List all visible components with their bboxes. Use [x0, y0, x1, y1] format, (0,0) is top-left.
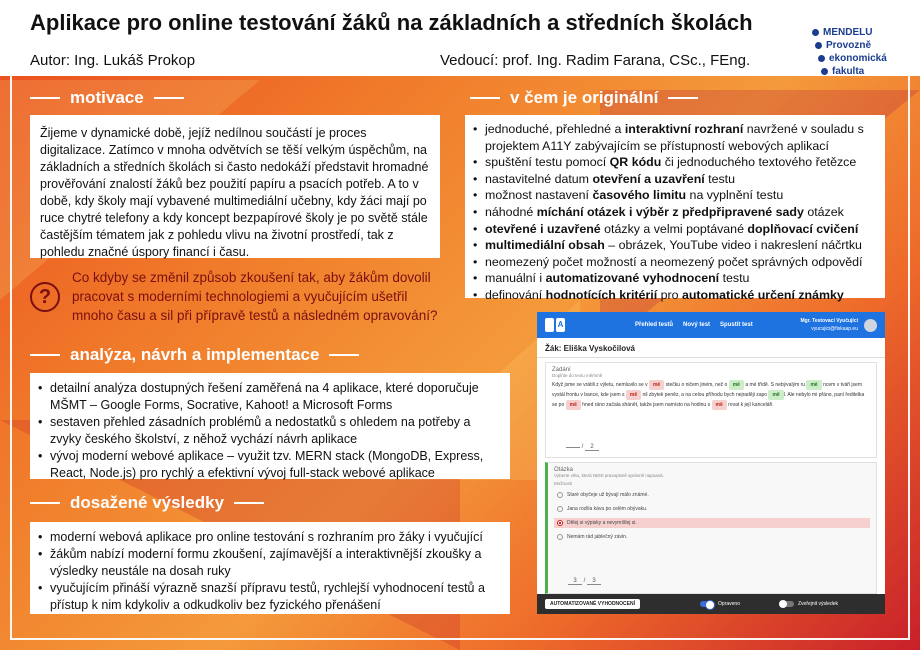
option-item[interactable]: Staré obyčeje už bývají málo známé.: [554, 490, 870, 500]
gap-answer[interactable]: mě: [729, 380, 744, 390]
question-mark-icon: ?: [30, 282, 60, 312]
list-item: • vyučujícím přináší výrazně snazší přípravu testů, rychlejší vyhodnocení testů a přístup k nim kdykoliv a odkudkoliv bez fyzického přenášení: [38, 580, 502, 614]
app-navbar: [537, 312, 885, 338]
option-item[interactable]: Dělej si výpisky a nevymíšlej si.: [554, 518, 870, 528]
student-name: Žák: Eliška Vyskočilová: [537, 338, 885, 358]
section-title-motivace: motivace: [30, 88, 184, 108]
app-screenshot: [537, 312, 885, 614]
list-item: • sestaven přehled zásadních problémů a nedostatků s ohledem na potřeby a zvyky českého školství, z něhož vychází návrh aplikace: [38, 414, 502, 448]
list-item: • možnost nastavení časového limitu na vyplnění testu: [473, 187, 877, 204]
nav-new-test[interactable]: Nový test: [683, 322, 711, 328]
options-list: [554, 490, 870, 542]
app-logo: A: [545, 318, 575, 332]
question-box: [30, 268, 450, 325]
motivace-text: Žijeme v dynamické době, jejíž nedílnou součástí je proces digitalizace. Zatímco v mnoha odvětvích se těší velkým úspěchům, na základních a středních školách si často nedokáží představit hromadné prověřování znalostí žáků bez použití papíru a psacích potřeb. A to v době, kdy školy mají vybavené multimediální učebny, kdy žáci mají po ruce chytré telefony a kdy koncept bezpapírové školy je po světě stále častějším tématem jak z pohledu vlivu na životní prostředí, tak z pohledu značné úspory financí i času.: [40, 126, 429, 259]
radio-icon: [557, 506, 563, 512]
radio-icon: [557, 534, 563, 540]
task-score[interactable]: / 2: [566, 444, 599, 451]
section-title-analyza: analýza, návrh a implementace: [30, 345, 359, 365]
list-item: • manuální i automatizované vyhodnocení testu: [473, 270, 877, 287]
gap-answer[interactable]: mě: [806, 380, 821, 390]
section-title-original: v čem je originální: [470, 88, 698, 108]
publish-toggle[interactable]: [780, 601, 794, 607]
task-card: Zadání Doplňte do textu mě/mně Když jsme se vrátili z výletu, nemluvilo se v mě stečku o ničem jiném, než o mě a mé třídě. S nebývalým ru mě ncem v tváři jsem vystál frontu v bance, kde jsem s mě nil zbytek peněz, a na celou příhodu bych nejraději zapo mě l. Ale nebylo mi přáno, paní ředitelka se po mě hned ráno začala shánět, takže jsem namísto na hodinu s mě rovat k její kanceláři. / 2: [545, 362, 877, 458]
question-score[interactable]: 3 / 3: [568, 578, 601, 585]
auto-evaluate-button[interactable]: AUTOMATIZOVANÉ VYHODNOCENÍ: [545, 599, 640, 609]
list-item: • nastavitelné datum otevření a uzavření testu: [473, 171, 877, 188]
list-item: • neomezený počet možností a neomezený počet správných odpovědí: [473, 254, 877, 271]
list-item: • žákům nabízí moderní formu zkoušení, zajímavější a interaktivnější zkoušky a výsledky neustále na dosah ruky: [38, 546, 502, 580]
option-item[interactable]: Nemám rád jablečný závin.: [554, 532, 870, 542]
list-item: • náhodné míchání otázek i výběr z předpřipravené sady otázek: [473, 204, 877, 221]
gap-answer[interactable]: mě: [649, 380, 664, 390]
list-item: • multimediální obsah – obrázek, YouTube video i nakreslení náčrtku: [473, 237, 877, 254]
list-item: • spuštění testu pomocí QR kódu či jednoduchého textového řetězce: [473, 154, 877, 171]
list-item: • detailní analýza dostupných řešení zaměřená na 4 aplikace, které doporučuje MŠMT – Google Forms, Socrative, Kahoot! a Microsoft Forms: [38, 380, 502, 414]
question-card: Otázka Vyberte větu, která NENÍ pravopisně správně napsaná. Možnosti Staré obyčeje už bývají málo známé. Jana rozlila kávu po celém obývaku. Dělej si výpisky a nevymíšlej si. Nemám rád jablečný závin. 3 / 3: [545, 462, 877, 594]
option-item[interactable]: Jana rozlila kávu po celém obývaku.: [554, 504, 870, 514]
nav-start-test[interactable]: Spustit test: [720, 322, 753, 328]
vysledky-card: [30, 522, 510, 614]
avatar[interactable]: [864, 319, 877, 332]
list-item: • moderní webová aplikace pro online testování s rozhraním pro žáky i vyučující: [38, 529, 502, 546]
task-text: Když jsme se vrátili z výletu, nemluvilo se v mě stečku o ničem jiném, než o mě a mé třídě. S nebývalým ru mě ncem v tváři jsem vystál frontu v bance, kde jsem s mě nil zbytek peněz, a na celou příhodu bych nejraději zapo mě l. Ale nebylo mi přáno, paní ředitelka se po mě hned ráno začala shánět, takže jsem namísto na hodinu s mě rovat k její kanceláři.: [552, 382, 865, 408]
user-info: Mgr. Testovací Vyučující vyucujici@fiskaap.eu: [800, 318, 858, 332]
author: Autor: Ing. Lukáš Prokop: [30, 52, 196, 69]
list-item: • otevřené i uzavřené otázky a velmi poptávané doplňovací cvičení: [473, 221, 877, 238]
list-item: • definování hodnotících kritérií pro automatické určení známky: [473, 287, 877, 304]
poster-title: Aplikace pro online testování žáků na základních a středních školách: [30, 10, 753, 35]
mendelu-logo: MENDELU Provozně ekonomická fakulta: [812, 26, 887, 78]
original-list: [473, 121, 877, 304]
gap-answer[interactable]: mě: [712, 400, 727, 410]
supervisor: Vedoucí: prof. Ing. Radim Farana, CSc., FEng.: [440, 52, 751, 69]
corrected-toggle[interactable]: [700, 601, 714, 607]
list-item: • jednoduché, přehledné a interaktivní rozhraní navržené v souladu s projektem A11Y zabývajícím se přístupností webových aplikací: [473, 121, 877, 154]
header: [0, 0, 920, 76]
section-title-vysledky: dosažené výsledky: [30, 493, 264, 513]
app-footer: AUTOMATIZOVANÉ VYHODNOCENÍ Opraveno Zveřejnit výsledek: [537, 594, 885, 614]
gap-answer[interactable]: mě: [768, 390, 783, 400]
analyza-card: [30, 373, 510, 479]
list-item: • vývoj moderní webové aplikace – využit tzv. MERN stack (MongoDB, Express, React, Node.js) pro rychlý a efektivní vývoj full-stack webové aplikace: [38, 448, 502, 482]
gap-answer[interactable]: mě: [626, 390, 641, 400]
motivace-card: [30, 115, 440, 258]
original-card: [465, 115, 885, 302]
radio-icon: [557, 520, 563, 526]
nav-overview[interactable]: Přehled testů: [635, 322, 674, 328]
radio-icon: [557, 492, 563, 498]
gap-answer[interactable]: mě: [566, 400, 581, 410]
question-text: Co kdyby se změnil způsob zkoušení tak, aby žákům dovolil pracovat s moderními technologiemi a vyučujícím ušetřil mnoho času a sil při přípravě testů a následném opravování?: [72, 270, 438, 323]
